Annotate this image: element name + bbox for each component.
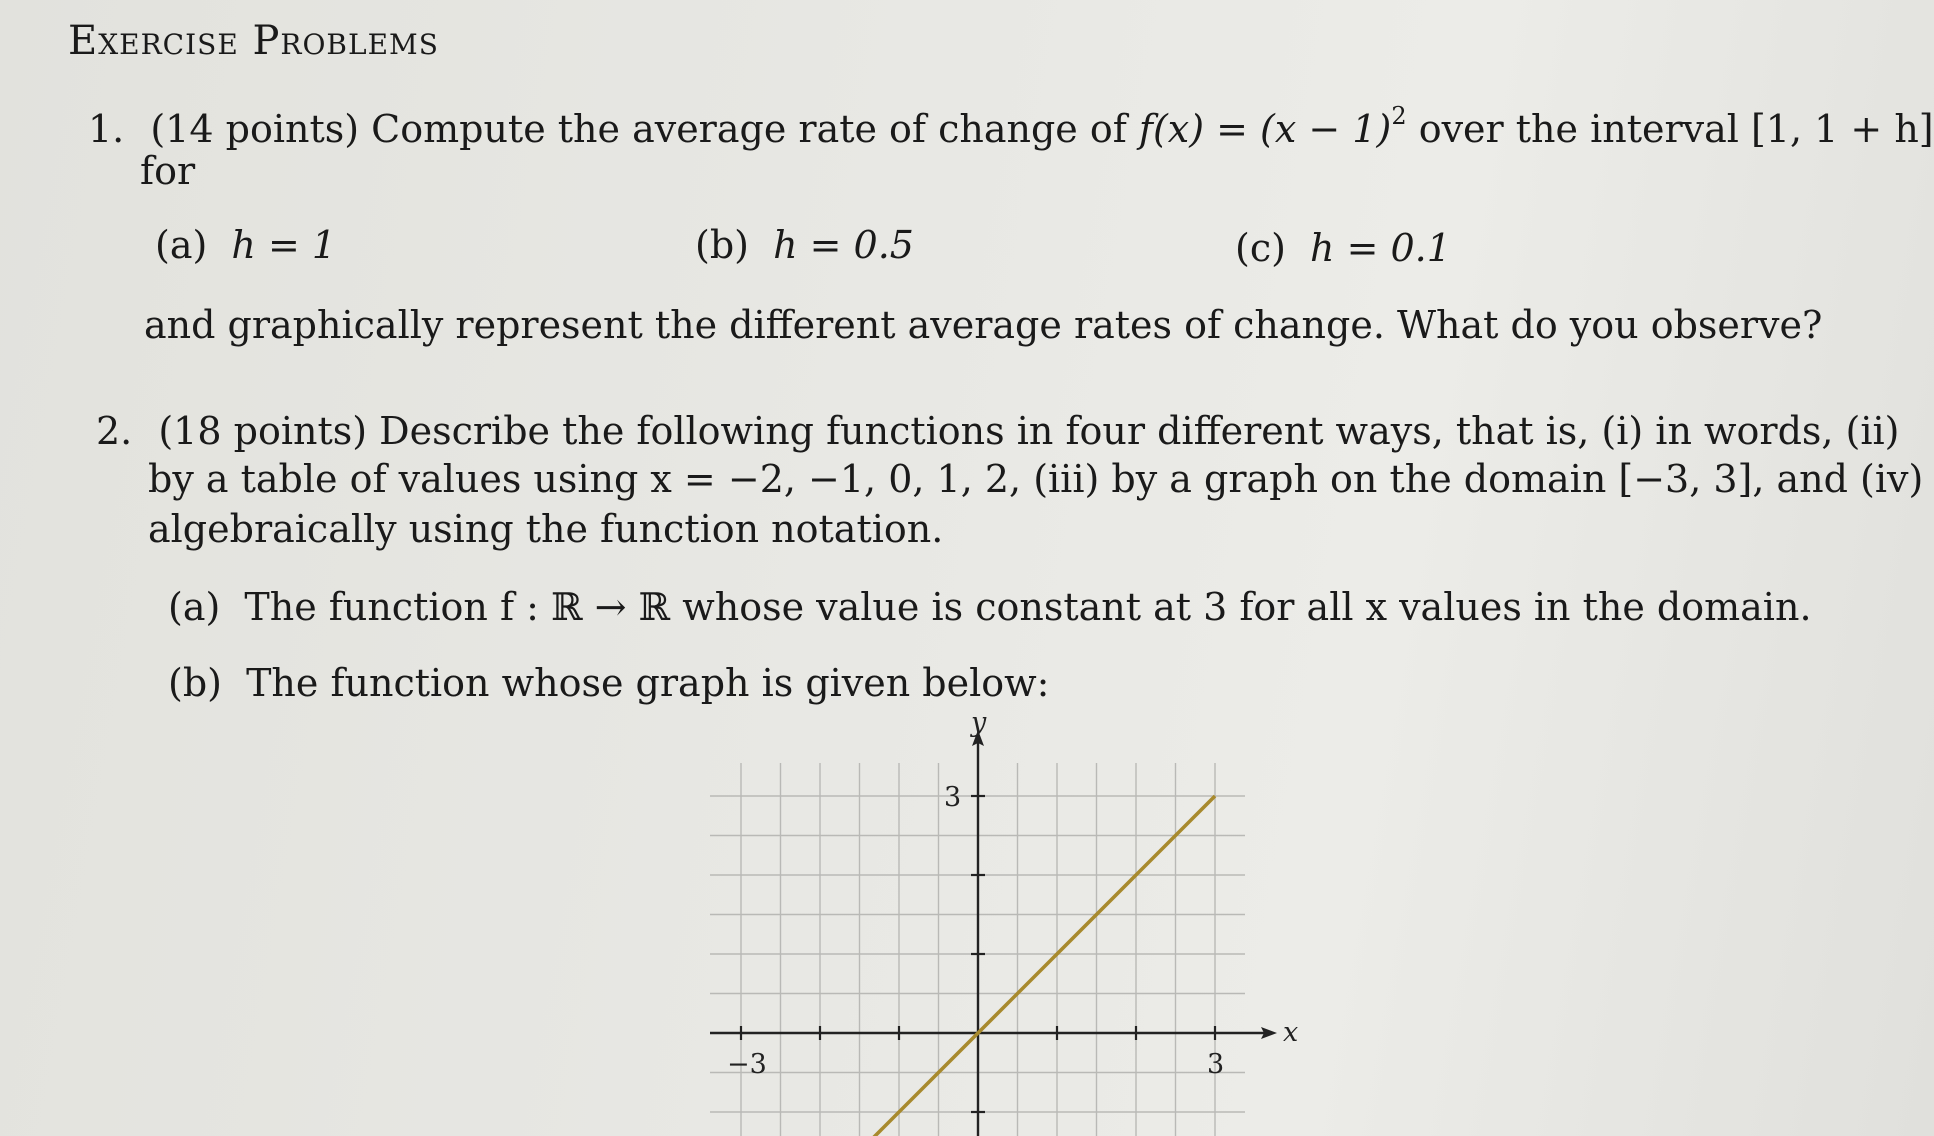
part-expression: h = 0.5	[773, 223, 914, 267]
part-text: The function whose graph is given below:	[246, 661, 1050, 705]
axes	[710, 730, 1277, 1136]
part-label: (c)	[1235, 226, 1286, 270]
part-2b	[168, 661, 1050, 705]
problem-number: 2.	[96, 409, 133, 453]
exponent: 2	[1391, 102, 1407, 130]
problem-points: (14 points)	[150, 107, 360, 151]
part-1a	[155, 223, 337, 267]
part-1c	[1235, 226, 1451, 270]
axis-labels	[727, 707, 1298, 1080]
x-tick-label-neg3: −3	[727, 1049, 767, 1080]
part-label: (b)	[695, 223, 749, 267]
page-title: Exercise Problems	[68, 18, 439, 64]
problem-2-line-2: by a table of values using x = −2, −1, 0, 1, 2, (iii) by a graph on the domain [−3, 3], and (iv)	[148, 457, 1924, 501]
problem-number: 1.	[88, 107, 125, 151]
x-tick-label-3: 3	[1207, 1049, 1225, 1080]
x-axis-label: x	[1283, 1017, 1299, 1048]
part-expression: h = 1	[231, 223, 337, 267]
y-axis-label: y	[971, 707, 987, 738]
function-graph	[700, 707, 1299, 1136]
part-label: (a)	[155, 223, 208, 267]
problem-2-line-1	[96, 409, 1900, 453]
y-tick-label-3: 3	[944, 782, 962, 813]
problem-stem: Compute the average rate of change of	[371, 107, 1127, 151]
part-2a	[168, 585, 1812, 629]
problem-points: (18 points)	[158, 409, 368, 453]
part-text: The function f : ℝ → ℝ whose value is constant at 3 for all x values in the domain.	[244, 585, 1812, 629]
series-line-0	[860, 796, 1216, 1136]
problem-1-for: for	[140, 149, 196, 193]
function-expression: f(x) = (x − 1)	[1138, 107, 1392, 151]
problem-1-closing: and graphically represent the different average rates of change. What do you observe?	[144, 303, 1823, 347]
interval-text: over the interval [1, 1 + h]	[1418, 107, 1934, 151]
part-label: (b)	[168, 661, 222, 705]
problem-2-line-3: algebraically using the function notation.	[148, 507, 944, 551]
problem-1-stem	[88, 102, 1934, 151]
part-label: (a)	[168, 585, 221, 629]
series-group	[860, 796, 1216, 1136]
part-1b	[695, 223, 914, 267]
part-expression: h = 0.1	[1310, 226, 1451, 270]
problem-text: Describe the following functions in four different ways, that is, (i) in words, (ii)	[379, 409, 1900, 453]
